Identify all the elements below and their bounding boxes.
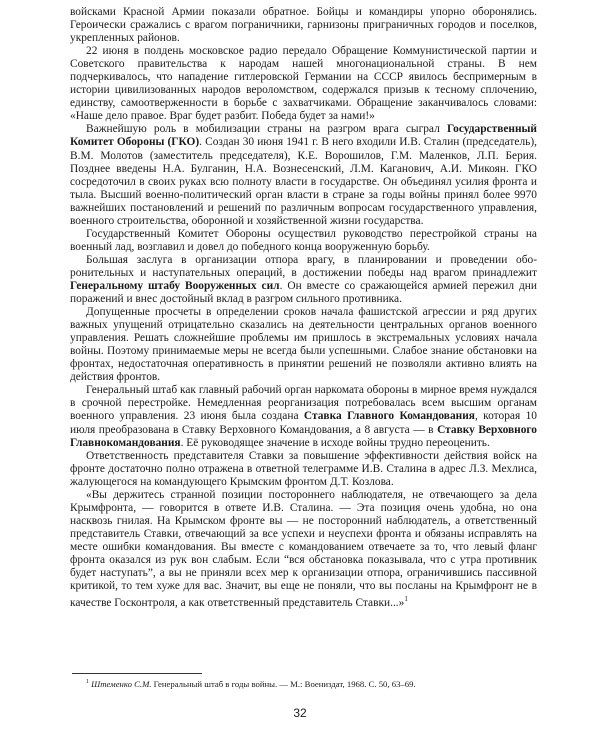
text-run: войсками Красной Армии показали обратное. Бойцы и командиры упорно оборонялись. Героически сражались с врагом пограничники, гарнизоны приграничных городов и поселков, укрепленных районов. <box>70 6 537 45</box>
footnote-author: Штеменко С.М. <box>91 678 152 689</box>
text-run: Допущенные просчеты в определении сроков начала фашистской агрессии и ряд других важных упущений отрицательно сказались на деятельности центральных органов военного управления. Решать сложнейшие проблемы им пришлось в экстремальных условиях начала войны. Поэтому принимаемые меры не всегда были успешными. Слабое знание обстановки на фронтах, недостаточная оперативность в принятии решений не позволяли активно влиять на действия фронтов. <box>70 306 537 384</box>
paragraph-8 <box>70 450 537 489</box>
paragraph-4 <box>70 228 537 254</box>
paragraph-6 <box>70 306 537 384</box>
text-run: 22 июня в полдень московское радио передало Обращение Коммунистической партии и Советского правительства к народам нашей многонациональной страны. В нем подчеркивалось, что нападение гитлеровской Германии на СССР явилось беспримерным в истории цивилизованных народов вероломством, содержался призыв к тесному сплочению, единству, самоотверженности в борьбе с захватчиками. Обращение заканчивалось словами: «Наше дело правое. Враг будет разбит. Победа будет за нами!» <box>70 45 537 123</box>
bold-term: Ставка Главного Командования <box>303 410 475 423</box>
body-text <box>70 6 537 610</box>
text-run: Важнейшую роль в мобилизации страны на разгром врага сыграл <box>86 123 447 136</box>
page-number: 32 <box>293 706 307 720</box>
text-run: . Её руководящее значение в исходе войны трудно переоценить. <box>180 436 490 449</box>
paragraph-7 <box>70 384 537 449</box>
text-run: Ответственность представителя Ставки за повышение эффективности действия войск на фронте достаточно полно отражена в ответной телеграмме И.В. Сталина в адрес Л.З. Мехлиса, жалующегося на командующего Крымским фронтом Д.Т. Козлова. <box>70 449 537 488</box>
text-run: . Создан 30 июня 1941 г. В него входили И.В. Сталин (председатель), В.М. Молотов (заместитель председателя), К.Е. Ворошилов, Г.М. Маленков, Л.П. Берия. Позднее введены Н.А. Булганин, Н.А. Вознесенский, Л.М. Каганович, А.И. Микоян. ГКО сосредоточил в своих руках всю полноту власти в государстве. Он объединял усилия фронта и тыла. Высший военно-политический орган власти в стране за годы войны принял более 9970 важнейших постановлений и решений по различным вопросам государственного управления, военного строительства, оборонной и хозяйственной жизни государства. <box>70 136 537 227</box>
footnote-divider <box>72 673 202 674</box>
bold-term: Государственный Комитет Обороны (ГКО) <box>70 123 537 149</box>
paragraph-1 <box>70 6 537 45</box>
text-run: Генеральный штаб как главный рабочий орган наркомата обороны в мирное время нуждался в срочной перестройке. Немедленная реорганизация потребовалась всем высшим органам военного управления. 23 июня была создана <box>70 384 537 423</box>
bold-term: Генеральному штабу Вооруженных сил <box>70 279 280 292</box>
footnote-ref: 1 <box>404 595 408 604</box>
text-run: . Он вместе со сражающейся армией пережил дни поражений и внес достойный вклад в разгром сильного противника. <box>70 279 537 306</box>
paragraph-9 <box>70 489 537 610</box>
footnote-text: Генеральный штаб в годы войны. — М.: Воениздат, 1968. С. 50, 63–69. <box>151 678 416 689</box>
footnote <box>86 677 536 690</box>
text-run: «Вы держитесь странной позиции постороннего наблюдателя, не отвечающего за дела Крымфронта, — говорится в ответе И.В. Сталина. — Эта позиция очень удобна, но она насквозь гнилая. На Крымском фронте вы — не посторонний наблюдатель, а ответственный представитель Ставки, отвечающий за все успехи и неуспехи фронта и обязаны исправлять на месте ошибки командования. Вы вместе с командованием отвечаете за то, что левый фланг фронта оказался из рук вон слабым. Если “вся обстановка показывала, что с утра противник будет наступать”, а вы не приняли всех мер к организации отпора, ограничившись пассивной критикой, то тем хуже для вас. Значит, вы еще не поняли, что вы посланы на Крымфронт не в качестве Госконтроля, а как ответственный представитель Ставки...» <box>70 488 537 609</box>
text-run: Государственный Комитет Обороны осуществил руководство перестройкой страны на военный лад, возглавил и довел до победного конца вооруженную борьбу. <box>70 227 537 253</box>
paragraph-5 <box>70 254 537 306</box>
text-run: Большая заслуга в организации отпора врагу, в планировании и проведении оборонительных и наступательных операций, в достижении победы над врагом принадлежит <box>70 253 537 279</box>
footnote-marker: 1 <box>86 679 89 685</box>
paragraph-2 <box>70 45 537 123</box>
bold-term: Ставку Верховного Главнокомандования <box>70 423 537 449</box>
text-run: , которая 10 июля преобразована в Ставку Верховного Командования, а 8 августа — в <box>70 410 537 436</box>
paragraph-3 <box>70 123 537 227</box>
